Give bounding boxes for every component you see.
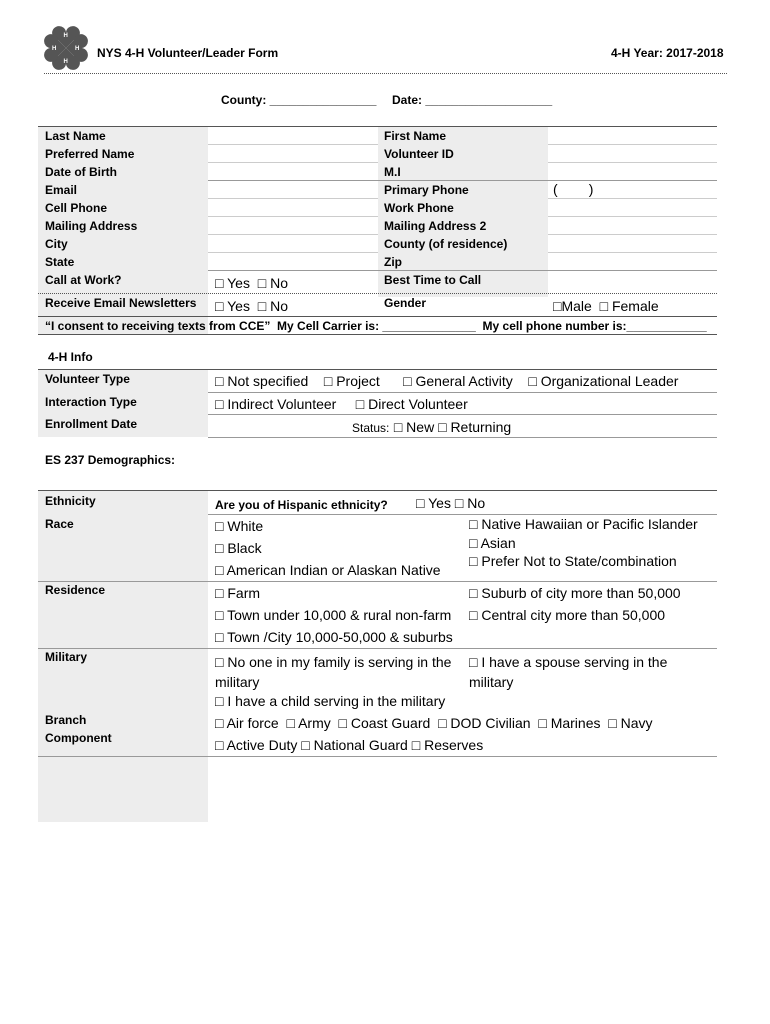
gender-female-checkbox[interactable] [600,298,608,314]
component-options: □ Active Duty □ National Guard □ Reserves [215,737,483,753]
hispanic-no-checkbox[interactable] [455,495,463,511]
race-prefer-not-option[interactable]: □ Prefer Not to State/combination [469,553,677,569]
primary-phone-label: Primary Phone [384,183,469,197]
city-label: City [45,237,68,251]
race-hawaiian-option[interactable]: □ Native Hawaiian or Pacific Islander [469,516,698,532]
first-name-label: First Name [384,129,447,143]
dob-label: Date of Birth [45,165,117,179]
svg-text:H: H [63,33,68,39]
best-time-label: Best Time to Call [384,273,482,287]
status-options: Status: □ New □ Returning [352,419,511,437]
status-returning-checkbox[interactable] [438,419,446,435]
branch-navy-checkbox[interactable] [608,715,616,731]
cell-phone-label: Cell Phone [45,201,108,215]
email-label: Email [45,183,78,197]
table-top-rule [38,126,717,127]
vt-organizational-leader-checkbox[interactable] [528,373,536,389]
it-direct-checkbox[interactable] [356,396,364,412]
enrollment-date-label: Enrollment Date [45,417,138,431]
hispanic-question: Are you of Hispanic ethnicity? [215,498,388,512]
call-work-yes-checkbox[interactable] [215,275,223,291]
last-name-label: Last Name [45,129,106,143]
mi-label: M.I [384,165,401,179]
zip-label: Zip [384,255,402,269]
branch-dod-civilian-checkbox[interactable] [438,715,446,731]
residence-city-option[interactable]: □ Town /City 10,000-50,000 & suburbs [215,629,453,645]
call-work-no-checkbox[interactable] [258,275,266,291]
year-label: 4-H Year: 2017-2018 [611,46,724,60]
vt-not-specified-checkbox[interactable] [215,373,223,389]
hispanic-yes-checkbox[interactable] [416,495,424,511]
status-new-checkbox[interactable] [394,419,402,435]
mailing-address-2-label: Mailing Address 2 [384,219,487,233]
primary-phone-field[interactable]: ( ) [553,181,594,197]
vt-project-checkbox[interactable] [324,373,332,389]
race-label: Race [45,517,74,531]
component-national-guard-checkbox[interactable] [301,737,309,753]
branch-options: □ Air force □ Army □ Coast Guard □ DOD Civilian □ Marines □ Navy [215,715,653,731]
component-active-duty-checkbox[interactable] [215,737,223,753]
header-divider [44,73,727,74]
info-section-title: 4-H Info [48,350,93,364]
newsletters-label: Receive Email Newsletters [45,296,197,310]
component-label: Component [45,731,112,745]
residence-farm-option[interactable]: □ Farm [215,585,260,601]
newsletter-no-checkbox[interactable] [258,298,266,314]
military-label: Military [45,650,88,664]
it-indirect-checkbox[interactable] [215,396,223,412]
volunteer-type-options: □ Not specified □ Project □ General Activity □ Organizational Leader [215,373,678,389]
gender-label: Gender [384,296,427,310]
race-white-option[interactable]: □ White [215,518,263,534]
preferred-name-label: Preferred Name [45,147,135,161]
state-label: State [45,255,75,269]
volunteer-type-label: Volunteer Type [45,372,130,386]
call-at-work-options: □ Yes □ No [215,275,288,291]
demographics-section-title: ES 237 Demographics: [45,453,176,467]
residence-suburb-option[interactable]: □ Suburb of city more than 50,000 [469,585,681,601]
call-at-work-label: Call at Work? [45,273,122,287]
branch-army-checkbox[interactable] [287,715,295,731]
county-field[interactable]: County: ________________ [221,93,377,107]
county-residence-label: County (of residence) [384,237,508,251]
race-black-option[interactable]: □ Black [215,540,262,556]
date-field[interactable]: Date: ___________________ [392,93,553,107]
work-phone-label: Work Phone [384,201,454,215]
text-consent-line[interactable]: “I consent to receiving texts from CCE” My Cell Carrier is: ______________ My cell phone number is:____________ [45,319,707,333]
residence-label: Residence [45,583,106,597]
mailing-address-label: Mailing Address [45,219,138,233]
vt-general-activity-checkbox[interactable] [403,373,411,389]
gender-options: □ Male □ Female [553,298,659,314]
newsletter-yes-checkbox[interactable] [215,298,223,314]
race-american-indian-option[interactable]: □ American Indian or Alaskan Native [215,562,441,578]
volunteer-id-label: Volunteer ID [384,147,454,161]
hispanic-options: □ Yes □ No [416,495,485,511]
race-asian-option[interactable]: □ Asian [469,535,516,551]
newsletter-options: □ Yes □ No [215,298,288,314]
svg-text:H: H [63,59,68,65]
4h-clover-logo [44,26,88,72]
branch-label: Branch [45,713,87,727]
form-title: NYS 4-H Volunteer/Leader Form [97,46,279,60]
interaction-type-options: □ Indirect Volunteer □ Direct Volunteer [215,396,468,412]
branch-marines-checkbox[interactable] [538,715,546,731]
component-reserves-checkbox[interactable] [412,737,420,753]
military-child-option[interactable]: □ I have a child serving in the military [215,693,445,709]
svg-text:H: H [75,46,80,52]
residence-central-city-option[interactable]: □ Central city more than 50,000 [469,607,665,623]
ethnicity-label: Ethnicity [45,494,96,508]
military-spouse-option[interactable]: □ I have a spouse serving in the military [469,652,667,692]
svg-text:H: H [52,46,57,52]
branch-air-force-checkbox[interactable] [215,715,223,731]
interaction-type-label: Interaction Type [45,395,137,409]
residence-town-option[interactable]: □ Town under 10,000 & rural non-farm [215,607,451,623]
branch-coast-guard-checkbox[interactable] [339,715,347,731]
military-none-option[interactable]: □ No one in my family is serving in the military [215,652,451,692]
